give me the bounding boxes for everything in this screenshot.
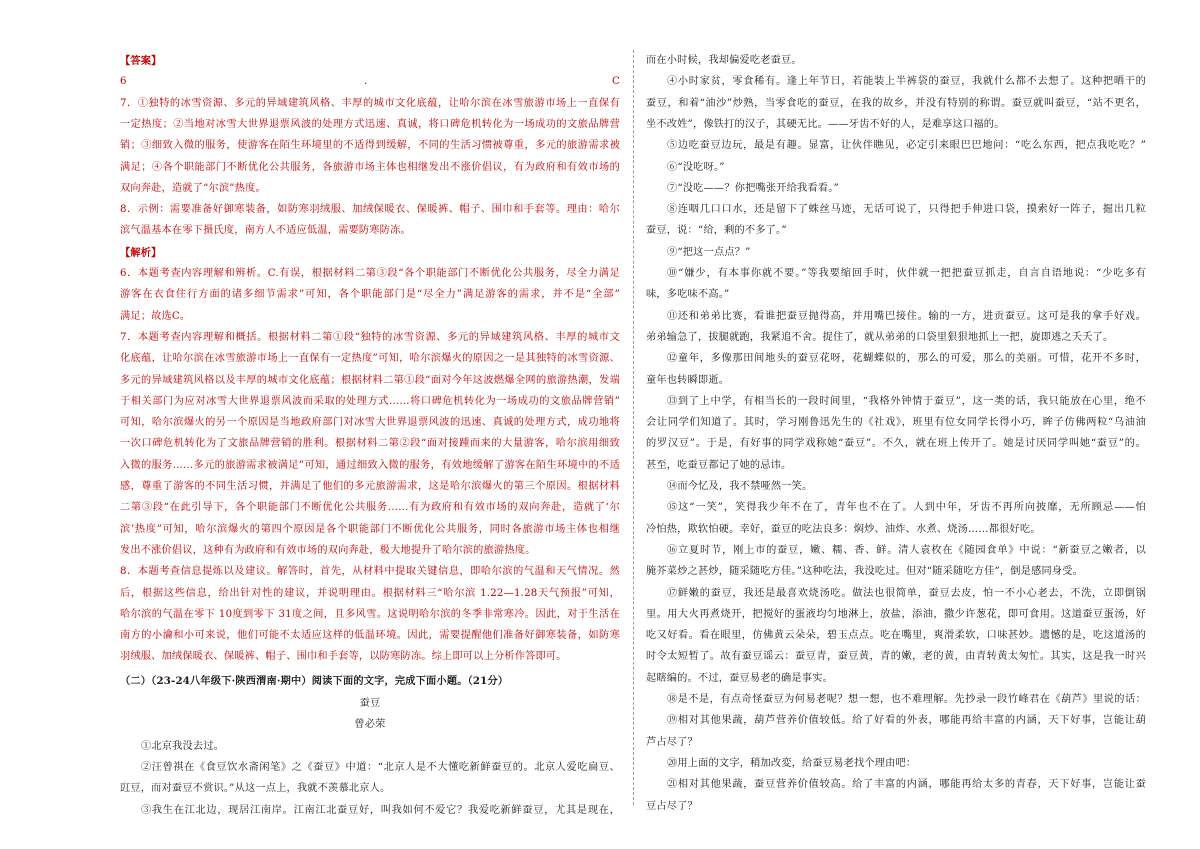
right-text-line: ⑫童年，多像那田间地头的蚕豆花呀，花蝴蝶似的，那么的可爱，那么的美丽。可惜，花开不多时， [667,353,1146,365]
left-text-line: 蚕豆 [359,698,381,709]
left-text-line: 化底蕴，让哈尔滨在冰雪旅游市场上一直保有一定热度”可知，哈尔滨爆火的原因之一是其独特的冰雪资源、 [120,353,620,365]
right-text-line: ⑥“没吃呀。” [667,161,725,173]
left-text-line: 满足；④各个职能部门不断优化公共服务，各旅游市场主体也相继发出不涨价倡议，有为政府和有效市场的 [120,161,620,173]
left-text-line: 一定热度；②当地对冰雪大世界退票风波的处理方式迅速、真诚，将口碑危机转化为一场成功的文旅品牌营 [120,118,620,130]
left-text-line: 滨’热度”可知，哈尔滨爆火的第四个原因是各个职能部门不断优化公共服务，同时各旅游市场主体也相继 [120,523,620,535]
right-text-line: 腌芥菜炒之甚炒，随采随吃方佳。”这种吃法，我没吃过。但对“随采随吃方佳”，倒是感同身受。 [646,566,1084,578]
column-divider [633,50,634,805]
right-text-line: 冷怕热，欺软怕硬。幸好，蚕豆的吃法良多：焖炒、油炸、水煮、烧汤……都很好吃。 [646,523,1041,535]
left-text-line: 可知，哈尔滨爆火的另一个原因是当地政府部门对冰雪大世界退票风波的迅速、真诚的处理方式，成功地将 [120,417,620,429]
right-text-line: 甚至，吃蚕豆都记了她的忌讳。 [646,459,792,471]
right-text-line: ⑧连咽几口口水，还是留下了蛛丝马迹，无话可说了，只得把手伸进口袋，摸索好一阵子，掘出几粒 [667,204,1146,216]
right-text-line: ⑲相对其他果蔬，葫芦营养价值较低。给了好看的外表，哪能再给丰富的内涵，天下好事，岂能让葫 [667,715,1146,727]
left-text-line: ①北京我没去过。 [141,740,225,752]
right-text-line: 豆占尽了？ [646,800,698,812]
left-text-line: 曾必荣 [354,719,386,731]
left-text-line: 8．示例：需要准备好御寒装备，如防寒羽绒服、加绒保暖衣、保暖裤、帽子、围巾和手套等。理由：哈尔 [120,204,620,216]
right-text-line: ⑳用上面的文字，稍加改変，给蚕豆易老找个理由吧： [667,757,917,769]
left-text-line: 滨气温基本在零下摄氏度，南方人不适应低温，需要防寒防冻。 [120,225,411,237]
right-text-line: 弟弟输急了，拔腿就跑，我紧追不舍。捉住了，就从弟弟的口袋里狠狠地抓上一把，旋即逃之夭夭了。 [646,331,1114,343]
left-text-line: 于相关部门为应对冰雪大世界退票风波而采取的处理方式……将口碑危机转化为一场成功的文旅品牌营销” [120,395,620,407]
right-text-line: 蚕豆，和着“油沙”炒熟，当零食吃的蚕豆，在我的故乡，并没有特别的称谓。蚕豆就叫蚕豆，“站不更名， [646,97,1146,109]
right-text-line: 会让同学们知道了。其时，学习刚鲁迅先生的《社戏》，班里有位女同学长得小巧，眸子仿佛两粒“乌油油 [646,417,1146,429]
right-text-line: 吃又好看。看在眼里，仿佛黄云朵朵，碧玉点点。吃在嘴里，爽滑柔软，口味甚妙。遗憾的是，吃这道汤的 [646,630,1146,642]
right-text-line: 起瞎编的。不过，蚕豆易老的确是事实。 [646,672,833,684]
right-text-line: ㉑相对其他果蔬，蚕豆营养价值较高。给了丰富的内涵，哪能再给太多的青春，天下好事，岂能让蚕 [667,779,1146,791]
left-text-line: 一次口碑危机转化为了文旅品牌营销的胜利。根据材料二第②段“面对接踵而来的大量游客，哈尔滨用细致 [120,438,620,450]
right-text-line: ⑯立夏时节，刚上市的蚕豆，嫩、糯、香、鲜。清人袁枚在《随园食单》中说：“新蚕豆之嫩者，以 [667,544,1146,556]
right-text-line: 而在小时候，我却偏爱吃老蚕豆。 [646,55,802,66]
right-text-line: ⑦“没吃——？你把嘴张开给我看看。” [667,182,839,194]
left-text-line: 【解析】 [120,246,162,259]
right-text-line: 童年也转瞬即逝。 [646,374,730,386]
left-text-line: 8．本题考查信息提炼以及建议。解答时，首先，从材料中提取关键信息，即哈尔滨的气温和天气情况。然 [120,566,620,578]
left-text-line: 后，根据这些信息，给出针对性的建议，并说明理由。根据材料三“哈尔滨 1.22—1.28天气预报”可知， [120,587,620,599]
right-text-line: ⑪还和弟弟比赛，看谁把蚕豆抛得高，并用嘴巴接住。输的一方，进贡蚕豆。这可是我的拿手好戏。 [667,310,1146,322]
left-text-line: ③我生在江北边，现居江南岸。江南江北蚕豆好，叫我如何不爱它？我爱吃新鲜蚕豆，尤其是现在， [141,804,620,816]
right-text-line: ⑬到了上中学，有相当长的一段时间里，“我格外钟情于蚕豆”，这一类的话，我只能放在心里，绝不 [667,395,1146,407]
right-text-line: ⑩“嫌少，有本事你就不要。”等我要缩回手时，伙伴就一把把蚕豆抓走，自言自语地说：“少吃多有 [667,268,1146,279]
left-text-line: 豇豆，而对蚕豆不赏识。”从这一点上，我就不羡慕北京人。 [120,783,391,795]
right-text-line: ⑱是不是，有点奇怪蚕豆为何易老呢？想一想，也不难理解。先抄录一段竹峰君在《葫芦》里说的话： [667,694,1146,705]
left-text-line: 【答案】 [120,55,162,67]
left-text-line: （二）（23-24八年级下·陕西渭南·期中）阅读下面的文字，完成下面小题。（21分） [120,674,509,687]
right-text-line: 里。用大火再煮烧开，把搅好的蛋液均匀地淋上，放盐，添油，撒少许葱花，即可食用。这道蚕豆蛋汤，好 [646,608,1146,620]
left-text-line: 感，尊重了游客的不同生活习惯，并满足了他们的多元旅游需求，这是哈尔滨爆火的第三个原因。根据材料 [120,481,620,492]
right-text-line: ⑭而今忆及，我不禁哑然一笑。 [667,481,813,492]
right-text-line: 时令太短暂了。故有蚕豆谣云：蚕豆青，蚕豆黄，青的嫩，老的黄，由青转黄太匆忙。其实，这是我一时兴 [646,651,1146,663]
left-text-line: 销；③细致入微的服务，使游客在陌生环境里的不适得到缓解，不同的生活习惯被尊重，多元的旅游需求被 [120,140,620,152]
left-text-line: 游客在衣食住行方面的诸多细节需求”可知，各个职能部门是“尽全力”满足游客的需求，并不是“全部” [120,289,620,301]
right-text-line: ⑤边吃蚕豆边玩，最是有趣。显富，让伙伴瞧见，必定引来眼巴巴地问：“吃么东西，把点我吃吃？” [667,140,1146,152]
left-text-line: 发出不涨价倡议，这种有为政府和有效市场的双向奔赴，极大地提升了哈尔滨的旅游热度。 [120,544,536,556]
right-text-line: 坐不改姓”，像铁打的汉子，其硬无比。——牙齿不好的人，是难享这口福的。 [646,118,1005,130]
left-text-line: 哈尔滨的气温在零下 10度到零下 31度之间，且多风雪。这说明哈尔滨的冬季非常寒冷。因此，对于生活在 [120,608,620,620]
left-text-line: 羽绒服、加绒保暖衣、保暖裤、帽子、围巾和手套等，以防寒防冻。综上即可以上分析作答即可。 [120,651,567,663]
left-text-line: 入微的服务……多元的旅游需求被满足”可知，通过细致入微的服务，有效地缓解了游客在陌生环境中的不适 [120,459,620,471]
right-text-line: 芦占尽了？ [646,736,698,748]
left-text-line: ②汪曾祺在《食豆饮水斋闲笔》之《蚕豆》中道：“北京人是不大懂吃新鲜蚕豆的。北京人爱吃扁豆、 [141,761,620,773]
right-text-line: 的罗汉豆”。于是，有好事的同学戏称她“蚕豆”。不久，就在班上传开了。她是讨厌同学叫她“蚕豆”的。 [646,438,1146,450]
left-text-line: 6．C [120,76,620,88]
left-text-line: 南方的小瀹和小可来说，他们可能不太适应这样的低温环境。因此，需要提醒他们准备好御寒装备，如防寒 [120,630,620,642]
left-text-line: 7．①独特的冰雪资源、多元的异域建筑风格、丰厚的城市文化底蕴，让哈尔滨在冰雪旅游市场上一直保有 [120,97,620,109]
right-text-line: 蚕豆，说：“给，剩的不多了。” [646,225,787,237]
right-text-line: ④小时家贫，零食稀有。逢上年节日，若能装上半裤袋的蚕豆，我就什么都不去想了。这种把晒干的 [667,76,1146,88]
left-text-line: 双向奔赴，造就了“尔滨”热度。 [120,182,266,194]
left-text-line: 7．本题考查内容理解和概括。根据材料二第①段“独特的冰雪资源、多元的异域建筑风格、丰厚的城市文 [120,331,620,343]
left-text-line: 满足；故选C。 [120,310,191,322]
left-text-line: 二第③段“在此引导下，各个职能部门不断优化公共服务……有为政府和有效市场的双向奔赴，造就了‘尔 [120,502,620,514]
right-text-line: ⑮这“一笑”，笑得我少年不在了，青年也不在了。人到中年，牙齿不再所向披靡，无所顾忌——怕 [667,502,1146,514]
left-text-line: 6．本题考查内容理解和辨析。C.有误，根据材料二第③段“各个职能部门不断优化公共服务，尽全力满足 [120,268,620,279]
right-text-line: ⑨“把这一点点？” [667,246,751,258]
right-text-line: 味，多吃味不高。” [646,289,730,301]
right-text-line: ⑰鲜嫩的蚕豆，我还是最喜欢烧汤吃。做法也很简单，蚕豆去皮，怕一不小心老去，不洗，立即倒锅 [667,587,1146,599]
left-text-line: 多元的异域建筑风格以及丰厚的城市文化底蕴；根据材料二第①段“面对今年这波燃爆全网的旅游热潮，发端 [120,374,620,386]
